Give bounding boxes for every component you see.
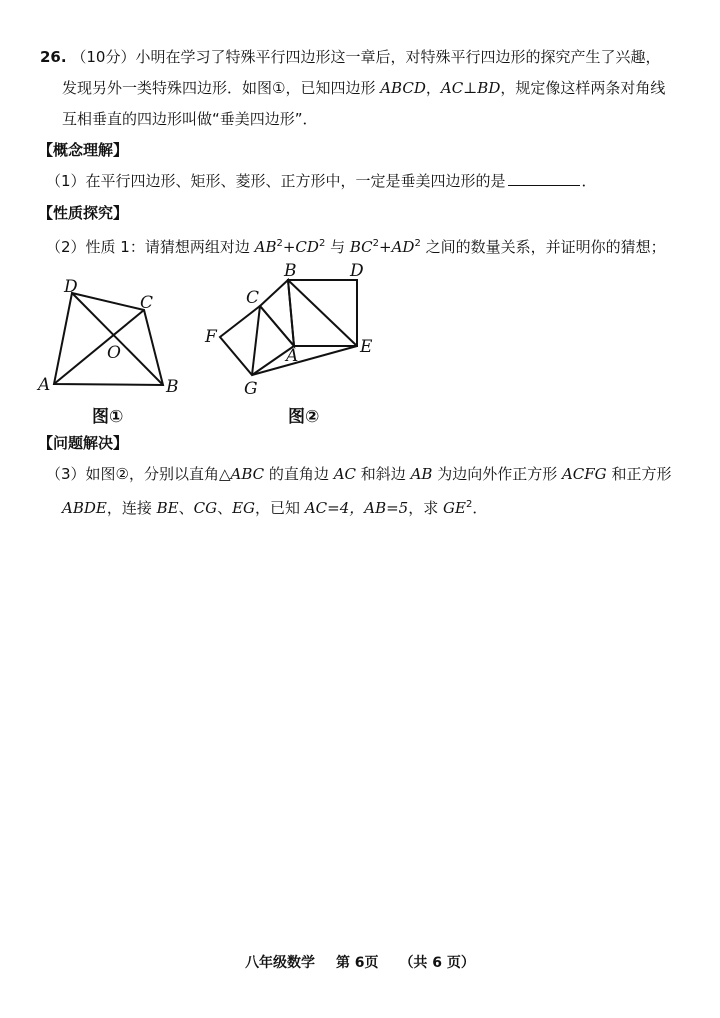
p3-square-abde: ABDE bbox=[62, 499, 107, 517]
part-1 bbox=[46, 170, 597, 192]
section-property: 【性质探究】 bbox=[38, 204, 129, 222]
sq-2: 2 bbox=[318, 238, 326, 249]
p3-ge: GE bbox=[443, 499, 466, 517]
p3-be: BE bbox=[156, 499, 179, 517]
p3-ab: AB bbox=[410, 465, 433, 483]
part-2-prefix: （2）性质 1：请猜想两组对边 bbox=[46, 238, 255, 256]
section-concept: 【概念理解】 bbox=[38, 141, 129, 159]
sq-1: 2 bbox=[276, 238, 283, 249]
expr-ab: AB bbox=[254, 238, 277, 256]
sq-4: 2 bbox=[414, 238, 421, 249]
label2-G: G bbox=[244, 379, 258, 399]
p3-eg: EG bbox=[232, 499, 256, 517]
p3-end: ． bbox=[472, 499, 488, 517]
footer-subject: 八年级数学 bbox=[245, 955, 316, 971]
p3-given: AC=4，AB=5 bbox=[304, 499, 409, 517]
intro-line-1: 小明在学习了特殊平行四边形这一章后，对特殊平行四边形的探究产生了兴趣， bbox=[135, 48, 661, 66]
perpendicular-condition: AC⊥BD bbox=[440, 79, 501, 97]
p3-f: ，连接 bbox=[106, 499, 157, 517]
question-line-3 bbox=[62, 108, 318, 130]
p3-sep2: 、 bbox=[217, 499, 233, 517]
segment-be bbox=[288, 280, 357, 346]
expr-bc: BC bbox=[349, 238, 373, 256]
expr-cd: +CD bbox=[282, 238, 319, 256]
part-2-mid: 与 bbox=[325, 238, 350, 256]
part-1-text: （1）在平行四边形、矩形、菱形、正方形中，一定是垂美四边形的是 bbox=[46, 172, 506, 190]
segment-cg bbox=[252, 306, 260, 375]
sq-3: 2 bbox=[372, 238, 380, 249]
p3-e: 和正方形 bbox=[606, 465, 672, 483]
figure-2-svg bbox=[200, 258, 385, 403]
question-score: （10分） bbox=[71, 48, 136, 66]
label-C: C bbox=[140, 293, 154, 313]
page-footer bbox=[0, 952, 720, 972]
p3-square-acfg: ACFG bbox=[561, 465, 607, 483]
figure-1-svg bbox=[30, 268, 200, 398]
part-2 bbox=[46, 233, 666, 258]
label-B: B bbox=[166, 377, 179, 397]
intro-line-3: 互相垂直的四边形叫做“垂美四边形”． bbox=[62, 110, 318, 128]
section-problem: 【问题解决】 bbox=[38, 434, 129, 452]
label2-E: E bbox=[360, 337, 373, 357]
p3-h: ，求 bbox=[408, 499, 443, 517]
intro-line-2b: ，规定像这样两条对角线 bbox=[500, 79, 666, 97]
label2-C: C bbox=[246, 288, 260, 308]
p3-g: ，已知 bbox=[255, 499, 305, 517]
label2-A: A bbox=[286, 346, 299, 366]
label-O: O bbox=[107, 343, 121, 363]
part-1-end: ． bbox=[581, 172, 597, 190]
question-line-1 bbox=[40, 46, 660, 68]
p3-d: 为边向外作正方形 bbox=[432, 465, 562, 483]
label2-D: D bbox=[350, 261, 364, 281]
p3-sep1: 、 bbox=[178, 499, 194, 517]
p3-ac: AC bbox=[333, 465, 357, 483]
label-A: A bbox=[38, 375, 51, 395]
label2-B: B bbox=[284, 261, 297, 281]
intro-sep: ， bbox=[425, 79, 441, 97]
p3-cg: CG bbox=[193, 499, 218, 517]
part-3-line-2 bbox=[62, 494, 487, 519]
footer-total: （共 6 页） bbox=[399, 955, 475, 971]
p3-a: （3）如图②，分别以直角△ bbox=[46, 465, 231, 483]
p3-c: 和斜边 bbox=[356, 465, 411, 483]
segment-eg bbox=[252, 346, 357, 375]
p3-triangle: ABC bbox=[230, 465, 265, 483]
question-line-2 bbox=[62, 77, 665, 99]
figure-1 bbox=[30, 268, 200, 398]
label-D: D bbox=[64, 277, 78, 297]
figure-2-caption: 图② bbox=[288, 407, 320, 427]
footer-page: 第 6页 bbox=[335, 955, 379, 971]
question-number: 26. bbox=[40, 48, 67, 66]
part-3-line-1 bbox=[46, 463, 671, 485]
p3-b: 的直角边 bbox=[264, 465, 334, 483]
figure-2 bbox=[200, 258, 385, 403]
part-2-suffix: 之间的数量关系，并证明你的猜想； bbox=[420, 238, 666, 256]
label2-F: F bbox=[205, 327, 217, 347]
quad-name: ABCD bbox=[380, 79, 426, 97]
figure-1-caption: 图① bbox=[92, 407, 124, 427]
expr-ad: +AD bbox=[379, 238, 415, 256]
intro-line-2a: 发现另外一类特殊四边形．如图①，已知四边形 bbox=[62, 79, 381, 97]
answer-blank[interactable] bbox=[508, 171, 580, 186]
p3-ge-sq: 2 bbox=[465, 499, 473, 510]
